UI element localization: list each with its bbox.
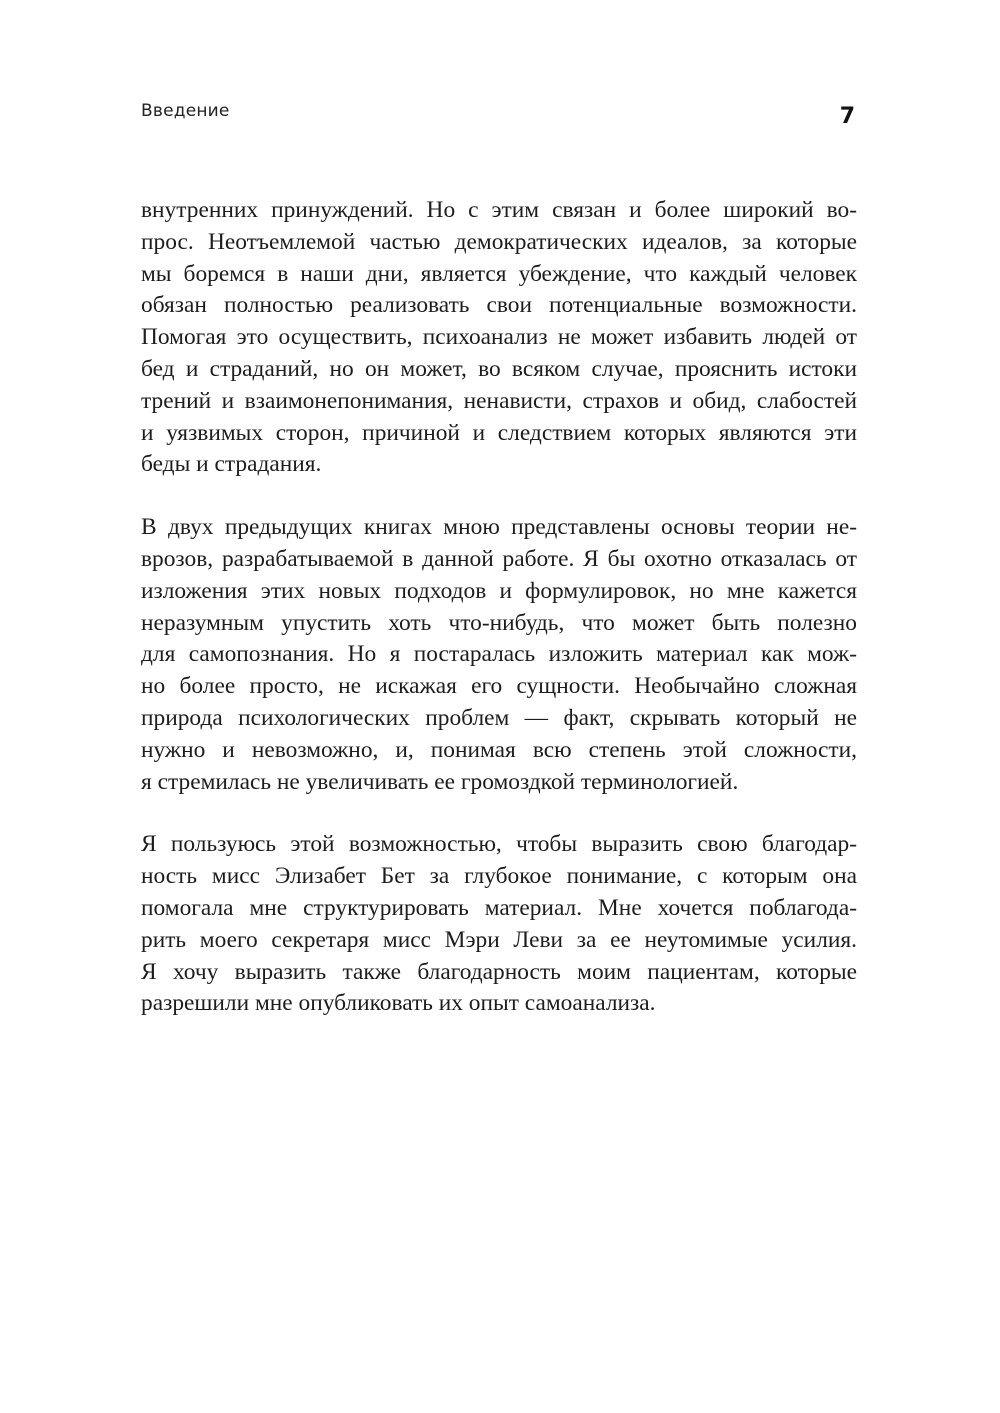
- text-line: изложения этих новых подходов и формулировок, но мне кажется: [141, 577, 857, 604]
- paragraph-1: [141, 195, 857, 481]
- text-line: но более просто, не искажая его сущности. Необычайно сложная: [141, 673, 857, 700]
- text-line: неразумным упустить хоть что-нибудь, что может быть полезно: [141, 609, 857, 636]
- running-head-title: Введение: [141, 101, 230, 121]
- page-number: 7: [839, 104, 855, 129]
- text-line: рить моего секретаря мисс Мэри Леви за ее неутомимые усилия.: [141, 926, 857, 953]
- text-line: помогала мне структурировать материал. Мне хочется поблагода-: [141, 894, 857, 921]
- text-line: Я хочу выразить также благодарность моим пациентам, которые: [141, 958, 857, 985]
- paragraph-2: [141, 512, 857, 798]
- text-line: нужно и невозможно, и, понимая всю степень этой сложности,: [141, 736, 857, 763]
- text-line: трений и взаимонепонимания, ненависти, страхов и обид, слабостей: [141, 387, 857, 414]
- text-line: бед и страданий, но он может, во всяком случае, прояснить истоки: [141, 355, 857, 382]
- text-line: я стремилась не увеличивать ее громоздкой терминологией.: [141, 768, 739, 795]
- paragraph-3: [141, 829, 857, 1020]
- text-line: Помогая это осуществить, психоанализ не может избавить людей от: [141, 324, 857, 351]
- text-line: врозов, разрабатываемой в данной работе. Я бы охотно отказалась от: [141, 545, 857, 572]
- text-line: обязан полностью реализовать свои потенциальные возможности.: [141, 292, 857, 319]
- text-line: и уязвимых сторон, причиной и следствием которых являются эти: [141, 419, 857, 446]
- text-line: беды и страдания.: [141, 451, 322, 478]
- body-text: [141, 195, 857, 1051]
- text-line: ность мисс Элизабет Бет за глубокое понимание, с которым она: [141, 863, 857, 890]
- text-line: Я пользуюсь этой возможностью, чтобы выразить свою благодар-: [141, 831, 857, 858]
- text-line: для самопознания. Но я постаралась изложить материал как мож-: [141, 641, 857, 668]
- text-line: природа психологических проблем — факт, скрывать который не: [141, 704, 857, 731]
- text-line: внутренних принуждений. Но с этим связан и более широкий во-: [141, 197, 857, 223]
- text-line: прос. Неотъемлемой частью демократических идеалов, за которые: [141, 228, 857, 255]
- text-line: В двух предыдущих книгах мною представлены основы теории не-: [141, 514, 857, 541]
- text-line: мы боремся в наши дни, является убеждение, что каждый человек: [141, 260, 857, 287]
- text-line: разрешили мне опубликовать их опыт самоанализа.: [141, 990, 656, 1017]
